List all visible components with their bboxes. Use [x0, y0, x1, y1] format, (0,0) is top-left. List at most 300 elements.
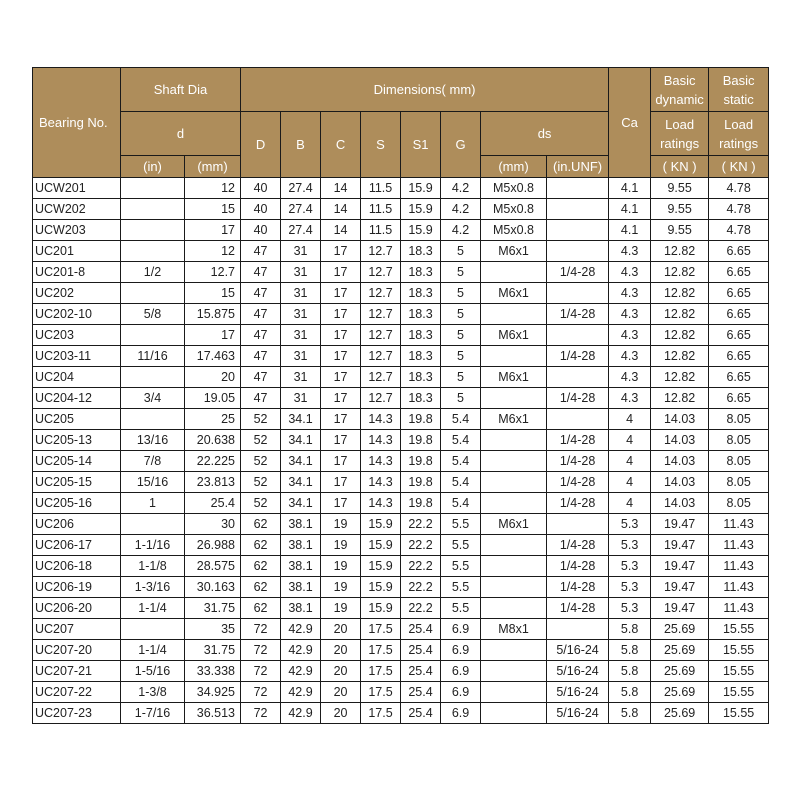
- cell-shaft-mm: 26.988: [185, 535, 241, 556]
- cell-ds-unf: 1/4-28: [547, 262, 609, 283]
- cell-bearing-no: UC202: [33, 283, 121, 304]
- cell-shaft-in: 15/16: [121, 472, 185, 493]
- header-kn-dynamic: ( KN ): [651, 156, 709, 178]
- cell-S: 14.3: [361, 409, 401, 430]
- cell-D: 40: [241, 220, 281, 241]
- cell-S1: 22.2: [401, 577, 441, 598]
- table-row: [33, 556, 769, 577]
- cell-bearing-no: UC207-20: [33, 640, 121, 661]
- cell-S: 12.7: [361, 304, 401, 325]
- cell-C: 19: [321, 577, 361, 598]
- cell-S1: 18.3: [401, 367, 441, 388]
- cell-D: 47: [241, 262, 281, 283]
- cell-B: 34.1: [281, 451, 321, 472]
- cell-static-load: 11.43: [709, 556, 769, 577]
- cell-D: 40: [241, 178, 281, 199]
- cell-C: 14: [321, 220, 361, 241]
- cell-dynamic-load: 12.82: [651, 346, 709, 367]
- cell-shaft-in: 1-5/16: [121, 661, 185, 682]
- cell-D: 72: [241, 703, 281, 724]
- cell-static-load: 15.55: [709, 682, 769, 703]
- bearing-table-container: [32, 67, 768, 724]
- header-C: C: [321, 112, 361, 178]
- cell-bearing-no: UC205-14: [33, 451, 121, 472]
- cell-bearing-no: UC206-18: [33, 556, 121, 577]
- cell-bearing-no: UC206-20: [33, 598, 121, 619]
- cell-ds-mm: [481, 598, 547, 619]
- cell-B: 31: [281, 325, 321, 346]
- cell-static-load: 6.65: [709, 241, 769, 262]
- cell-D: 52: [241, 430, 281, 451]
- cell-static-load: 6.65: [709, 283, 769, 304]
- cell-shaft-in: 1-1/4: [121, 640, 185, 661]
- cell-B: 34.1: [281, 472, 321, 493]
- cell-C: 17: [321, 430, 361, 451]
- cell-G: 5: [441, 241, 481, 262]
- header-ds-unf: (in.UNF): [547, 156, 609, 178]
- header-D: D: [241, 112, 281, 178]
- cell-dynamic-load: 25.69: [651, 703, 709, 724]
- cell-shaft-in: [121, 325, 185, 346]
- cell-S: 17.5: [361, 703, 401, 724]
- cell-G: 5.4: [441, 493, 481, 514]
- cell-C: 17: [321, 493, 361, 514]
- cell-D: 72: [241, 682, 281, 703]
- cell-C: 17: [321, 241, 361, 262]
- cell-B: 38.1: [281, 577, 321, 598]
- cell-shaft-mm: 36.513: [185, 703, 241, 724]
- cell-G: 5.5: [441, 556, 481, 577]
- header-basic-static-line2: static: [723, 91, 754, 107]
- cell-S: 14.3: [361, 451, 401, 472]
- cell-ds-mm: [481, 472, 547, 493]
- cell-ds-unf: 1/4-28: [547, 577, 609, 598]
- cell-ds-mm: [481, 493, 547, 514]
- cell-S: 12.7: [361, 367, 401, 388]
- cell-shaft-in: 11/16: [121, 346, 185, 367]
- cell-ca: 4: [609, 472, 651, 493]
- cell-shaft-in: 13/16: [121, 430, 185, 451]
- cell-D: 52: [241, 472, 281, 493]
- cell-static-load: 4.78: [709, 220, 769, 241]
- cell-S: 17.5: [361, 619, 401, 640]
- cell-ds-unf: 1/4-28: [547, 430, 609, 451]
- table-row: [33, 220, 769, 241]
- cell-static-load: 11.43: [709, 514, 769, 535]
- cell-G: 5: [441, 388, 481, 409]
- cell-bearing-no: UC205: [33, 409, 121, 430]
- cell-S1: 19.8: [401, 409, 441, 430]
- cell-B: 27.4: [281, 178, 321, 199]
- cell-bearing-no: UC207-23: [33, 703, 121, 724]
- cell-shaft-in: [121, 514, 185, 535]
- cell-bearing-no: UC203-11: [33, 346, 121, 367]
- cell-D: 52: [241, 451, 281, 472]
- cell-S1: 25.4: [401, 661, 441, 682]
- header-load-line1: Load: [724, 116, 754, 132]
- cell-ds-mm: [481, 430, 547, 451]
- cell-static-load: 11.43: [709, 535, 769, 556]
- cell-B: 31: [281, 283, 321, 304]
- table-row: [33, 199, 769, 220]
- cell-static-load: 6.65: [709, 388, 769, 409]
- cell-ds-mm: [481, 577, 547, 598]
- cell-C: 17: [321, 283, 361, 304]
- cell-shaft-mm: 23.813: [185, 472, 241, 493]
- cell-G: 4.2: [441, 178, 481, 199]
- table-row: [33, 325, 769, 346]
- cell-ds-mm: M8x1: [481, 619, 547, 640]
- cell-D: 52: [241, 409, 281, 430]
- cell-shaft-mm: 15: [185, 199, 241, 220]
- cell-S1: 19.8: [401, 451, 441, 472]
- cell-G: 6.9: [441, 619, 481, 640]
- cell-D: 72: [241, 661, 281, 682]
- cell-S: 14.3: [361, 493, 401, 514]
- cell-G: 5.5: [441, 535, 481, 556]
- cell-ds-mm: M6x1: [481, 367, 547, 388]
- cell-ds-unf: 1/4-28: [547, 346, 609, 367]
- cell-D: 40: [241, 199, 281, 220]
- cell-B: 31: [281, 304, 321, 325]
- cell-static-load: 8.05: [709, 451, 769, 472]
- cell-C: 19: [321, 598, 361, 619]
- cell-shaft-in: 1-3/8: [121, 682, 185, 703]
- cell-D: 47: [241, 346, 281, 367]
- cell-G: 5: [441, 346, 481, 367]
- cell-ds-mm: [481, 535, 547, 556]
- header-basic-dynamic: [651, 68, 709, 112]
- header-B: B: [281, 112, 321, 178]
- cell-dynamic-load: 12.82: [651, 283, 709, 304]
- cell-shaft-mm: 25: [185, 409, 241, 430]
- cell-ds-unf: 5/16-24: [547, 682, 609, 703]
- cell-dynamic-load: 12.82: [651, 325, 709, 346]
- cell-G: 5: [441, 304, 481, 325]
- header-load-ratings-dynamic: [651, 112, 709, 156]
- cell-shaft-mm: 22.225: [185, 451, 241, 472]
- cell-shaft-mm: 15.875: [185, 304, 241, 325]
- cell-ca: 4.3: [609, 304, 651, 325]
- cell-C: 17: [321, 346, 361, 367]
- cell-ds-mm: M6x1: [481, 325, 547, 346]
- cell-static-load: 6.65: [709, 325, 769, 346]
- table-row: [33, 577, 769, 598]
- cell-C: 17: [321, 409, 361, 430]
- cell-D: 62: [241, 514, 281, 535]
- cell-ca: 5.3: [609, 514, 651, 535]
- cell-ca: 5.8: [609, 661, 651, 682]
- cell-ca: 5.3: [609, 535, 651, 556]
- cell-ds-mm: [481, 661, 547, 682]
- cell-ds-unf: 1/4-28: [547, 451, 609, 472]
- cell-shaft-in: [121, 619, 185, 640]
- cell-bearing-no: UC204: [33, 367, 121, 388]
- cell-dynamic-load: 9.55: [651, 199, 709, 220]
- cell-S1: 18.3: [401, 241, 441, 262]
- cell-S: 14.3: [361, 430, 401, 451]
- cell-S1: 18.3: [401, 388, 441, 409]
- table-row: [33, 535, 769, 556]
- cell-static-load: 8.05: [709, 472, 769, 493]
- header-bearing-no: Bearing No.: [33, 68, 121, 178]
- cell-B: 31: [281, 346, 321, 367]
- cell-ca: 4.1: [609, 199, 651, 220]
- cell-ca: 4: [609, 451, 651, 472]
- cell-shaft-mm: 20.638: [185, 430, 241, 451]
- cell-C: 17: [321, 451, 361, 472]
- cell-bearing-no: UC206: [33, 514, 121, 535]
- table-row: [33, 472, 769, 493]
- cell-B: 31: [281, 367, 321, 388]
- cell-bearing-no: UC207-21: [33, 661, 121, 682]
- cell-dynamic-load: 14.03: [651, 430, 709, 451]
- cell-shaft-mm: 25.4: [185, 493, 241, 514]
- table-row: [33, 661, 769, 682]
- cell-ca: 4.3: [609, 367, 651, 388]
- cell-B: 38.1: [281, 535, 321, 556]
- table-row: [33, 514, 769, 535]
- cell-ca: 4.3: [609, 346, 651, 367]
- cell-shaft-in: 1-7/16: [121, 703, 185, 724]
- cell-B: 42.9: [281, 703, 321, 724]
- table-row: [33, 388, 769, 409]
- cell-ca: 5.8: [609, 682, 651, 703]
- cell-dynamic-load: 12.82: [651, 367, 709, 388]
- cell-C: 20: [321, 619, 361, 640]
- header-basic-static: [709, 68, 769, 112]
- header-kn-static: ( KN ): [709, 156, 769, 178]
- table-header: [33, 68, 769, 178]
- cell-dynamic-load: 14.03: [651, 493, 709, 514]
- table-body: [33, 178, 769, 724]
- cell-B: 31: [281, 262, 321, 283]
- table-row: [33, 346, 769, 367]
- cell-G: 5.5: [441, 514, 481, 535]
- cell-shaft-in: 3/4: [121, 388, 185, 409]
- cell-dynamic-load: 19.47: [651, 514, 709, 535]
- cell-static-load: 4.78: [709, 199, 769, 220]
- cell-shaft-mm: 12.7: [185, 262, 241, 283]
- cell-static-load: 8.05: [709, 430, 769, 451]
- table-row: [33, 283, 769, 304]
- cell-D: 47: [241, 388, 281, 409]
- cell-B: 42.9: [281, 661, 321, 682]
- cell-C: 14: [321, 178, 361, 199]
- header-load-line2: ratings: [660, 135, 700, 151]
- cell-ds-unf: 1/4-28: [547, 535, 609, 556]
- cell-G: 5.4: [441, 409, 481, 430]
- table-row: [33, 619, 769, 640]
- cell-shaft-mm: 12: [185, 241, 241, 262]
- cell-S: 15.9: [361, 535, 401, 556]
- cell-B: 27.4: [281, 199, 321, 220]
- cell-dynamic-load: 14.03: [651, 472, 709, 493]
- cell-C: 17: [321, 304, 361, 325]
- cell-ds-unf: [547, 514, 609, 535]
- header-basic-dynamic-line2: dynamic: [655, 91, 704, 107]
- cell-shaft-mm: 12: [185, 178, 241, 199]
- header-ds: ds: [481, 112, 609, 156]
- cell-shaft-in: 5/8: [121, 304, 185, 325]
- cell-S: 12.7: [361, 241, 401, 262]
- cell-bearing-no: UC202-10: [33, 304, 121, 325]
- table-row: [33, 640, 769, 661]
- cell-bearing-no: UCW201: [33, 178, 121, 199]
- cell-ds-mm: [481, 451, 547, 472]
- cell-static-load: 6.65: [709, 262, 769, 283]
- cell-bearing-no: UC201: [33, 241, 121, 262]
- cell-B: 42.9: [281, 619, 321, 640]
- cell-shaft-mm: 15: [185, 283, 241, 304]
- cell-ca: 5.3: [609, 598, 651, 619]
- cell-S: 15.9: [361, 514, 401, 535]
- cell-S: 12.7: [361, 262, 401, 283]
- cell-bearing-no: UC207: [33, 619, 121, 640]
- cell-ca: 5.3: [609, 577, 651, 598]
- cell-dynamic-load: 25.69: [651, 661, 709, 682]
- header-S: S: [361, 112, 401, 178]
- cell-G: 5.4: [441, 472, 481, 493]
- cell-shaft-in: [121, 199, 185, 220]
- cell-dynamic-load: 9.55: [651, 178, 709, 199]
- cell-ca: 4.1: [609, 178, 651, 199]
- cell-ds-mm: M6x1: [481, 409, 547, 430]
- header-load-ratings-static: [709, 112, 769, 156]
- cell-S: 15.9: [361, 598, 401, 619]
- cell-shaft-in: [121, 283, 185, 304]
- cell-D: 47: [241, 241, 281, 262]
- cell-B: 38.1: [281, 556, 321, 577]
- cell-dynamic-load: 25.69: [651, 640, 709, 661]
- cell-S: 11.5: [361, 220, 401, 241]
- cell-ds-unf: [547, 367, 609, 388]
- cell-ca: 4: [609, 493, 651, 514]
- cell-static-load: 6.65: [709, 346, 769, 367]
- cell-S: 17.5: [361, 682, 401, 703]
- cell-S1: 18.3: [401, 304, 441, 325]
- cell-D: 47: [241, 283, 281, 304]
- cell-ca: 5.3: [609, 556, 651, 577]
- cell-bearing-no: UC204-12: [33, 388, 121, 409]
- cell-ds-unf: 5/16-24: [547, 640, 609, 661]
- table-row: [33, 451, 769, 472]
- cell-shaft-mm: 19.05: [185, 388, 241, 409]
- cell-S1: 22.2: [401, 535, 441, 556]
- cell-G: 6.9: [441, 640, 481, 661]
- bearing-dimension-table: [32, 67, 769, 724]
- cell-dynamic-load: 25.69: [651, 619, 709, 640]
- cell-ca: 4: [609, 430, 651, 451]
- cell-B: 42.9: [281, 682, 321, 703]
- table-row: [33, 409, 769, 430]
- header-ca: Ca: [609, 68, 651, 178]
- cell-C: 17: [321, 325, 361, 346]
- cell-ca: 4.3: [609, 241, 651, 262]
- cell-D: 47: [241, 367, 281, 388]
- cell-D: 72: [241, 619, 281, 640]
- cell-ds-mm: [481, 262, 547, 283]
- cell-B: 38.1: [281, 514, 321, 535]
- cell-shaft-mm: 34.925: [185, 682, 241, 703]
- cell-shaft-in: [121, 241, 185, 262]
- cell-B: 34.1: [281, 430, 321, 451]
- cell-shaft-mm: 17.463: [185, 346, 241, 367]
- cell-shaft-mm: 31.75: [185, 598, 241, 619]
- cell-S1: 25.4: [401, 682, 441, 703]
- cell-shaft-mm: 17: [185, 325, 241, 346]
- cell-shaft-mm: 31.75: [185, 640, 241, 661]
- table-row: [33, 178, 769, 199]
- cell-G: 5.5: [441, 577, 481, 598]
- cell-S1: 22.2: [401, 556, 441, 577]
- cell-shaft-in: [121, 178, 185, 199]
- cell-shaft-mm: 28.575: [185, 556, 241, 577]
- table-row: [33, 598, 769, 619]
- cell-S: 12.7: [361, 346, 401, 367]
- cell-static-load: 15.55: [709, 661, 769, 682]
- table-row: [33, 367, 769, 388]
- cell-B: 31: [281, 241, 321, 262]
- cell-G: 5.4: [441, 451, 481, 472]
- cell-bearing-no: UCW202: [33, 199, 121, 220]
- cell-shaft-in: [121, 220, 185, 241]
- cell-D: 52: [241, 493, 281, 514]
- cell-G: 5.5: [441, 598, 481, 619]
- cell-S: 15.9: [361, 577, 401, 598]
- cell-C: 17: [321, 367, 361, 388]
- cell-B: 42.9: [281, 640, 321, 661]
- cell-ca: 4.1: [609, 220, 651, 241]
- header-d: d: [121, 112, 241, 156]
- cell-S1: 18.3: [401, 325, 441, 346]
- cell-G: 5: [441, 367, 481, 388]
- cell-S1: 25.4: [401, 703, 441, 724]
- cell-dynamic-load: 19.47: [651, 598, 709, 619]
- cell-shaft-mm: 20: [185, 367, 241, 388]
- cell-shaft-in: 1-1/8: [121, 556, 185, 577]
- cell-shaft-mm: 17: [185, 220, 241, 241]
- table-row: [33, 241, 769, 262]
- cell-ds-mm: M6x1: [481, 241, 547, 262]
- cell-bearing-no: UC206-19: [33, 577, 121, 598]
- cell-C: 20: [321, 682, 361, 703]
- cell-S1: 18.3: [401, 346, 441, 367]
- cell-G: 5: [441, 283, 481, 304]
- cell-G: 5.4: [441, 430, 481, 451]
- cell-ds-mm: [481, 640, 547, 661]
- cell-dynamic-load: 25.69: [651, 682, 709, 703]
- cell-B: 34.1: [281, 409, 321, 430]
- cell-dynamic-load: 14.03: [651, 409, 709, 430]
- cell-B: 34.1: [281, 493, 321, 514]
- cell-S: 12.7: [361, 388, 401, 409]
- cell-ds-unf: 1/4-28: [547, 493, 609, 514]
- cell-C: 20: [321, 640, 361, 661]
- cell-S: 12.7: [361, 325, 401, 346]
- cell-D: 72: [241, 640, 281, 661]
- cell-S1: 22.2: [401, 514, 441, 535]
- cell-ds-unf: [547, 283, 609, 304]
- cell-bearing-no: UC205-16: [33, 493, 121, 514]
- cell-shaft-in: 1-1/16: [121, 535, 185, 556]
- cell-dynamic-load: 12.82: [651, 304, 709, 325]
- cell-G: 5: [441, 262, 481, 283]
- cell-ds-unf: [547, 220, 609, 241]
- cell-static-load: 15.55: [709, 703, 769, 724]
- cell-shaft-in: 1-1/4: [121, 598, 185, 619]
- cell-C: 20: [321, 703, 361, 724]
